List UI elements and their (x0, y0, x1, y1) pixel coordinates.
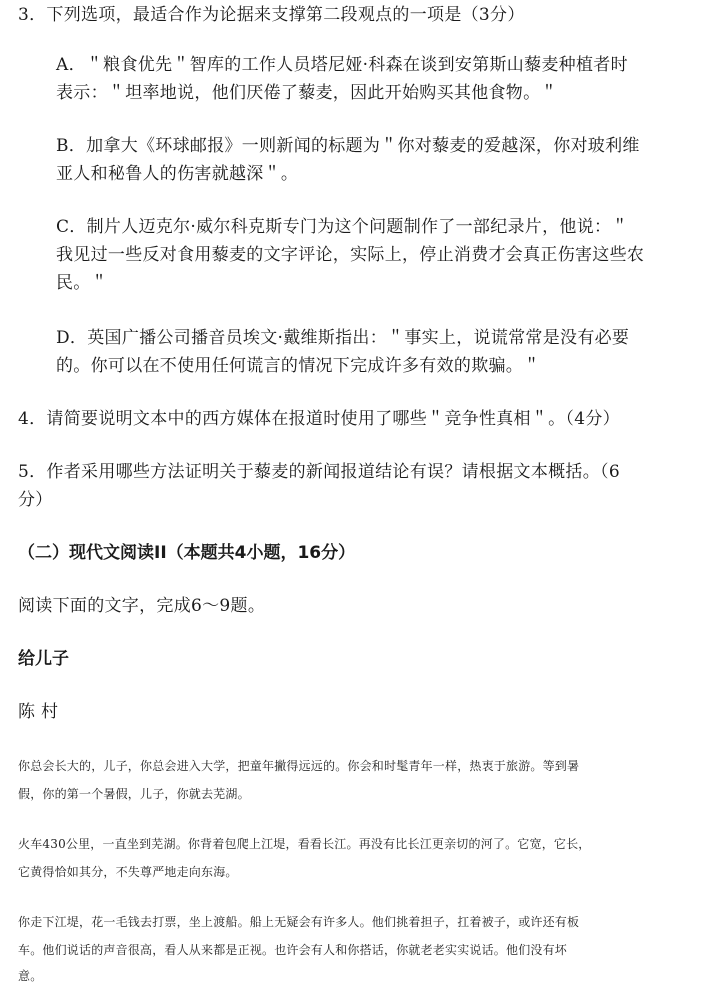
option-d-line-2: 的。你可以在不使用任何谎言的情况下完成许多有效的欺骗。＂ (56, 356, 541, 376)
passage-paragraph-3-line-3: 意。 (18, 969, 43, 983)
passage-paragraph-2-line-1: 火车430公里，一直坐到芜湖。你背着包爬上江堤，看看长江。再没有比长江更亲切的河了。它宽，它长， (18, 837, 591, 851)
passage-paragraph-3-line-2: 车。他们说话的声音很高，看人从来都是正视。也许会有人和你搭话，你就老老实实说话。他们没有坏 (18, 943, 568, 957)
section-heading: （二）现代文阅读II（本题共4小题，16分） (18, 543, 356, 563)
passage-paragraph-3-line-1: 你走下江堤，花一毛钱去打票，坐上渡船。船上无疑会有许多人。他们挑着担子，扛着被子，或许还有板 (18, 915, 580, 929)
question-5-line-1: 5．作者采用哪些方法证明关于藜麦的新闻报道结论有误？请根据文本概括。（6 (18, 462, 620, 482)
option-c-line-3: 民。＂ (56, 273, 108, 293)
reading-instruction: 阅读下面的文字，完成6～9题。 (18, 596, 266, 616)
question-4: 4．请简要说明文本中的西方媒体在报道时使用了哪些＂竞争性真相＂。（4分） (18, 409, 620, 429)
question-3-stem: 3．下列选项，最适合作为论据来支撑第二段观点的一项是（3分） (18, 5, 525, 25)
option-b-line-1: B．加拿大《环球邮报》一则新闻的标题为＂你对藜麦的爱越深，你对玻利维 (56, 136, 640, 156)
passage-paragraph-1-line-2: 假，你的第一个暑假，儿子，你就去芜湖。 (18, 787, 250, 801)
passage-title: 给儿子 (18, 649, 69, 669)
option-c-line-2: 我见过一些反对食用藜麦的文字评论，实际上，停止消费才会真正伤害这些农 (56, 245, 645, 265)
option-a-line-1: A．＂粮食优先＂智库的工作人员塔尼娅·科森在谈到安第斯山藜麦种植者时 (56, 55, 628, 75)
option-d-line-1: D．英国广播公司播音员埃文·戴维斯指出：＂事实上，说谎常常是没有必要 (56, 328, 630, 348)
option-c-line-1: C．制片人迈克尔·威尔科克斯专门为这个问题制作了一部纪录片，他说：＂ (56, 217, 629, 237)
option-a-line-2: 表示：＂坦率地说，他们厌倦了藜麦，因此开始购买其他食物。＂ (56, 83, 558, 103)
passage-paragraph-1-line-1: 你总会长大的，儿子，你总会进入大学，把童年撇得远远的。你会和时髦青年一样，热衷于旅游。等到暑 (18, 759, 580, 773)
option-b-line-2: 亚人和秘鲁人的伤害就越深＂。 (56, 164, 299, 184)
passage-author: 陈 村 (18, 702, 59, 722)
question-5-line-2: 分） (18, 490, 53, 510)
passage-paragraph-2-line-2: 它黄得恰如其分，不失尊严地走向东海。 (18, 865, 238, 879)
